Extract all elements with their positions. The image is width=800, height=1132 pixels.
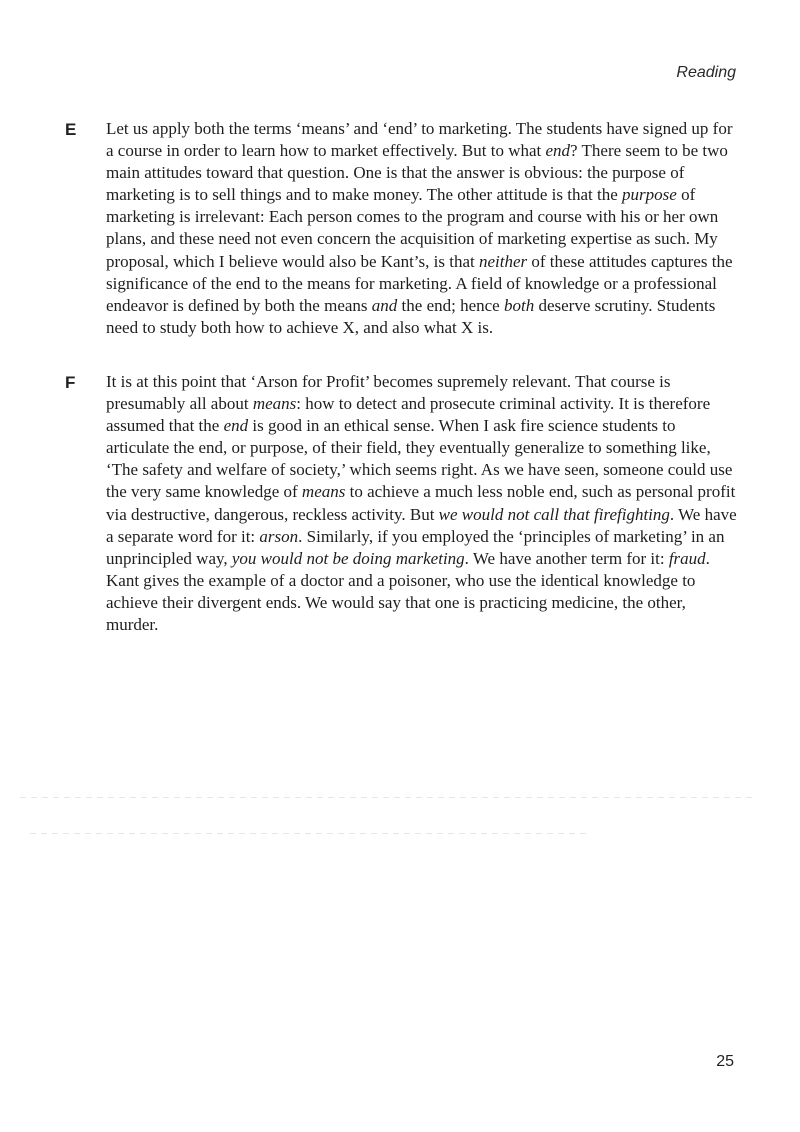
text-run: . Kant gives the example of a doctor and a poisoner, who use the identical knowledge to achieve their divergent ends. We would say that one is practicing medicine, the other, murder.: [106, 548, 710, 635]
page-number: 25: [716, 1053, 734, 1070]
italic-text: end: [223, 416, 249, 436]
italic-text: fraud: [668, 548, 706, 568]
text-run: of these attitudes captures the significance of the end to the means for marketing. A field of knowledge or a professional endeavor is defined by both the means: [106, 251, 733, 315]
scan-artifact: [20, 797, 755, 798]
text-run: . Similarly, if you employed the ‘principles of marketing’ in an unprincipled way,: [106, 526, 725, 568]
italic-text: and: [371, 295, 398, 315]
text-run: the end; hence: [397, 295, 504, 315]
italic-text: we would not call that firefighting: [438, 504, 670, 524]
italic-text: means: [252, 394, 297, 414]
text-run: of marketing is irrelevant: Each person comes to the program and course with his or her own plans, and these need not even concern the acquisition of marketing expertise as such. My proposal, which I believe would also be Kant’s, is that: [106, 185, 719, 271]
italic-text: neither: [478, 251, 528, 271]
text-run: Let us apply both the terms ‘means’ and ‘end’ to marketing. The students have signed up for a course in order to learn how to market effectively. But to what: [106, 119, 733, 161]
text-run: . We have another term for it:: [464, 548, 669, 568]
scan-artifact: [30, 833, 590, 834]
text-run: to achieve a much less noble end, such as personal profit via destructive, dangerous, reckless activity. But: [106, 482, 736, 524]
italic-text: you would not be doing marketing: [231, 548, 465, 568]
section-header: Reading: [676, 64, 736, 81]
paragraph-letter: F: [65, 373, 76, 392]
italic-text: means: [301, 482, 346, 502]
text-run: : how to detect and prosecute criminal activity. It is therefore assumed that the: [106, 394, 711, 436]
paragraph-letter: E: [65, 120, 77, 139]
italic-text: purpose: [622, 185, 677, 205]
text-run: ? There seem to be two main attitudes toward that question. One is that the answer is obvious: the purpose of marketing is to sell things and to make money. The other attitude is that the: [106, 141, 728, 205]
text-run: deserve scrutiny. Students need to study both how to achieve X, and also what X is.: [106, 295, 716, 337]
text-run: . We have a separate word for it:: [106, 504, 737, 546]
italic-text: both: [503, 295, 535, 315]
italic-text: end: [545, 141, 571, 161]
text-run: It is at this point that ‘Arson for Profit’ becomes supremely relevant. That course is presumably all about: [106, 372, 671, 414]
paragraph-text: [106, 371, 738, 636]
paragraph-text: [106, 118, 738, 339]
text-run: is good in an ethical sense. When I ask fire science students to articulate the end, or purpose, of their field, they eventually generalize to something like, ‘The safety and welfare of society,’ which seems right. As we have seen, someone could use the very same knowledge of: [106, 416, 733, 502]
italic-text: arson: [259, 526, 299, 546]
